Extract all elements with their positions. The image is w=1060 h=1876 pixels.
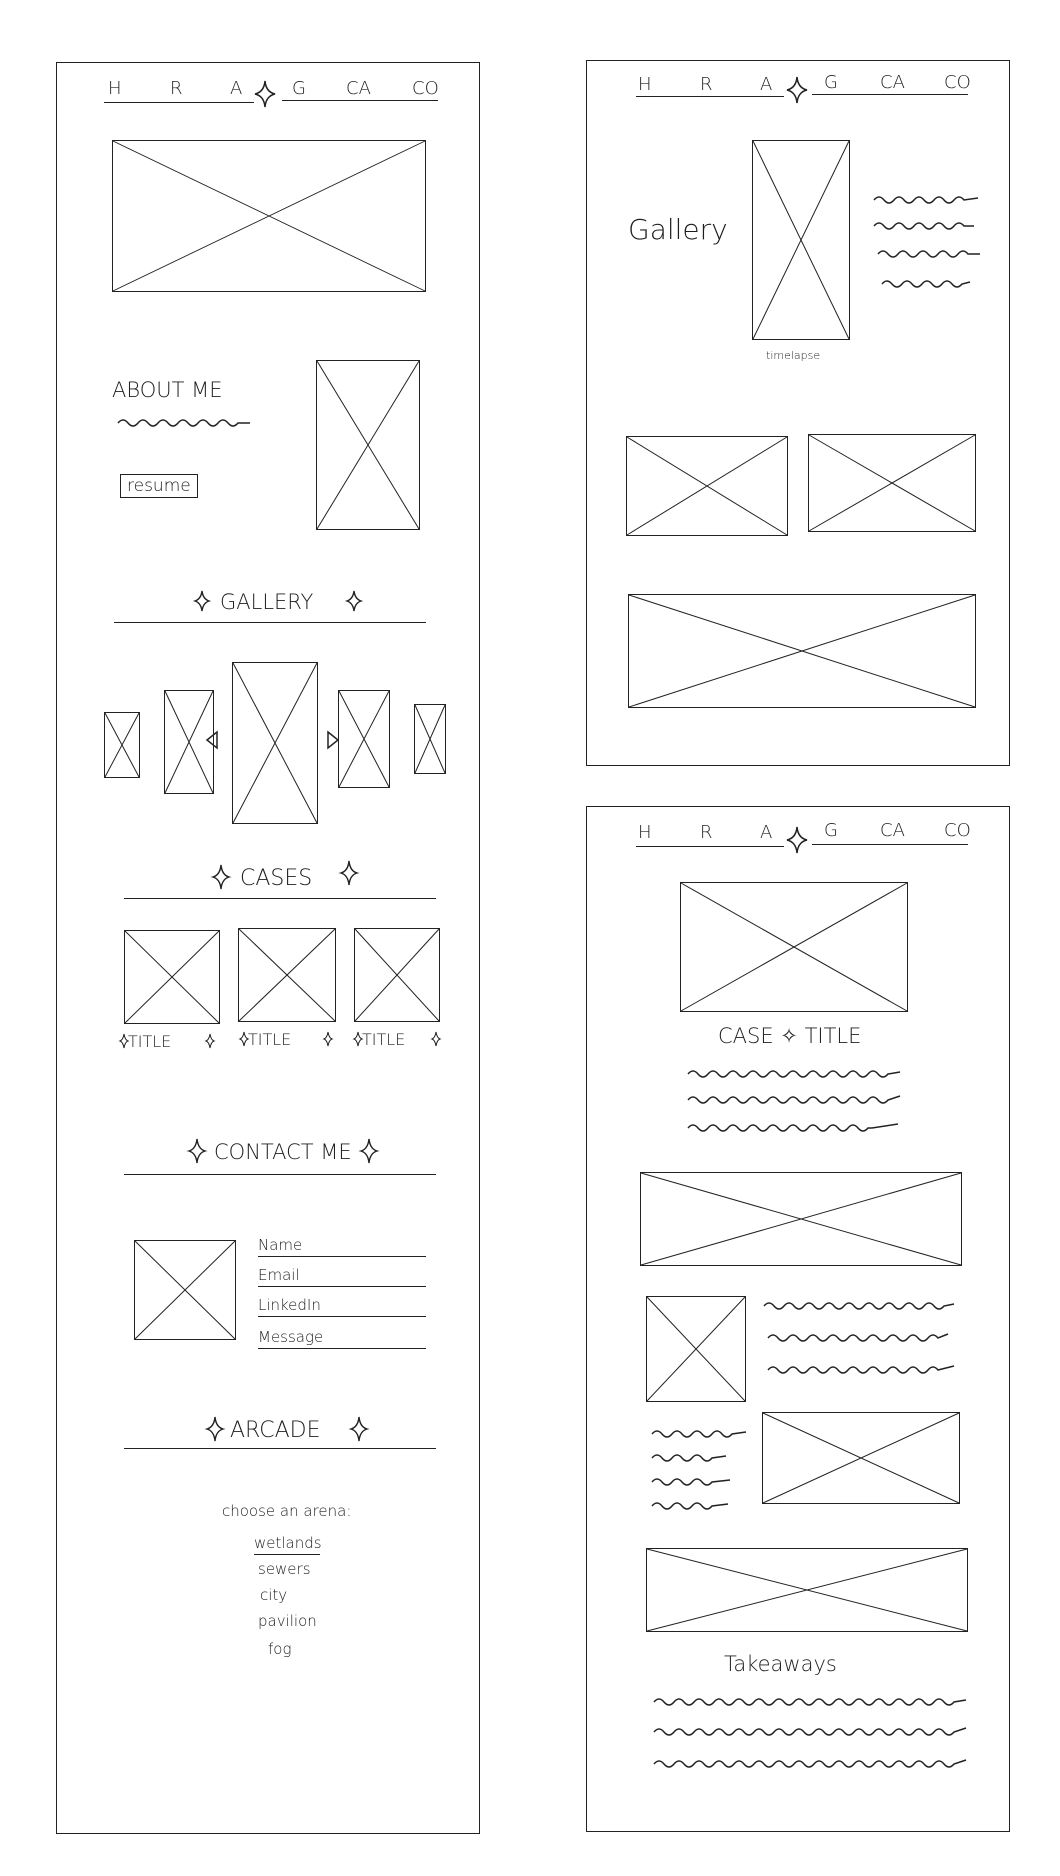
sparkle-icon — [786, 826, 808, 854]
carousel-image-center — [232, 662, 318, 824]
nav-home-link[interactable]: H — [638, 822, 652, 843]
case-intro-squiggles — [688, 1066, 902, 1136]
sparkle-icon — [360, 1138, 378, 1164]
contact-field-label: Name — [258, 1236, 303, 1254]
carousel-image-right — [338, 690, 390, 788]
gallery-description-squiggles — [874, 192, 980, 294]
gallery-heading: GALLERY — [220, 590, 314, 614]
carousel-prev-arrow-icon[interactable] — [205, 730, 219, 750]
sparkle-icon — [254, 80, 276, 108]
nav-contact-link[interactable]: CO — [412, 78, 439, 99]
arena-option-wetlands[interactable]: wetlands — [254, 1534, 322, 1552]
nav-resume-link[interactable]: R — [700, 74, 713, 95]
nav-resume-link[interactable]: R — [700, 822, 713, 843]
gallery-image-caption: timelapse — [766, 349, 821, 362]
contact-heading: CONTACT ME — [214, 1140, 352, 1164]
nav-gallery-link[interactable]: G — [824, 820, 838, 841]
case-page-title: CASE ✧ TITLE — [718, 1024, 862, 1048]
nav-underline-right — [282, 100, 438, 101]
nav-home-link[interactable]: H — [108, 78, 122, 99]
contact-photo-placeholder — [134, 1240, 236, 1340]
contact-heading-rule — [124, 1174, 436, 1175]
case-title[interactable]: TITLE — [362, 1030, 406, 1049]
arcade-heading: ARCADE — [230, 1418, 321, 1443]
sparkle-icon — [340, 860, 358, 886]
nav-cases-link[interactable]: CA — [880, 820, 905, 841]
about-heading: ABOUT ME — [112, 378, 223, 402]
sparkle-icon — [120, 1034, 128, 1048]
nav-about-link[interactable]: A — [760, 74, 773, 95]
arena-option-sewers[interactable]: sewers — [258, 1560, 311, 1578]
cases-heading: CASES — [240, 866, 313, 891]
nav-gallery-link[interactable]: G — [824, 72, 838, 93]
nav-underline-left — [636, 846, 784, 847]
arena-selected-underline — [254, 1554, 320, 1555]
nav-underline-left — [104, 102, 254, 103]
carousel-image-far-right — [414, 704, 446, 774]
sparkle-icon — [432, 1032, 440, 1046]
case-thumbnail[interactable] — [354, 928, 440, 1022]
email-input[interactable] — [258, 1286, 426, 1287]
sparkle-icon — [346, 590, 362, 612]
arena-option-pavilion[interactable]: pavilion — [258, 1612, 317, 1630]
message-input[interactable] — [258, 1348, 426, 1349]
nav-cases-link[interactable]: CA — [346, 78, 371, 99]
sparkle-icon — [240, 1032, 248, 1046]
arena-prompt: choose an arena: — [222, 1502, 352, 1520]
case-title[interactable]: TITLE — [248, 1030, 292, 1049]
nav-about-link[interactable]: A — [760, 822, 773, 843]
carousel-image-far-left — [104, 712, 140, 778]
linkedin-input[interactable] — [258, 1316, 426, 1317]
takeaways-squiggles — [654, 1694, 968, 1774]
case-side-image-placeholder — [762, 1412, 960, 1504]
nav-about-link[interactable]: A — [230, 78, 243, 99]
sparkle-icon — [206, 1034, 214, 1048]
sparkle-icon — [188, 1138, 206, 1164]
gallery-feature-image-placeholder — [752, 140, 850, 340]
sparkle-icon — [350, 1416, 368, 1442]
nav-resume-link[interactable]: R — [170, 78, 183, 99]
case-hero-image-placeholder — [680, 882, 908, 1012]
sparkle-icon — [786, 76, 808, 104]
hero-image-placeholder — [112, 140, 426, 292]
sparkle-icon — [194, 590, 210, 612]
case-wide-image-placeholder — [640, 1172, 962, 1266]
arena-option-fog[interactable]: fog — [268, 1640, 292, 1658]
nav-underline-left — [636, 96, 784, 97]
nav-underline-right — [812, 94, 968, 95]
gallery-image-placeholder — [626, 436, 788, 536]
arcade-heading-rule — [124, 1448, 436, 1449]
takeaways-heading: Takeaways — [724, 1652, 837, 1676]
case-title[interactable]: TITLE — [128, 1032, 172, 1051]
arena-option-city[interactable]: city — [260, 1586, 288, 1604]
cases-heading-rule — [124, 898, 436, 899]
case-closing-image-placeholder — [646, 1548, 968, 1632]
case-square-image-placeholder — [646, 1296, 746, 1402]
contact-field-label: LinkedIn — [258, 1296, 321, 1314]
name-input[interactable] — [258, 1256, 426, 1257]
nav-home-link[interactable]: H — [638, 74, 652, 95]
gallery-image-placeholder — [808, 434, 976, 532]
case-side-text-squiggles — [652, 1426, 748, 1516]
nav-gallery-link[interactable]: G — [292, 78, 306, 99]
about-portrait-placeholder — [316, 360, 420, 530]
nav-contact-link[interactable]: CO — [944, 820, 971, 841]
gallery-wide-image-placeholder — [628, 594, 976, 708]
gallery-heading-rule — [114, 622, 426, 623]
resume-button[interactable]: resume — [120, 474, 198, 498]
contact-field-label: Message — [258, 1328, 324, 1346]
about-text-squiggle — [118, 416, 250, 430]
nav-underline-right — [812, 844, 968, 845]
nav-cases-link[interactable]: CA — [880, 72, 905, 93]
case-thumbnail[interactable] — [238, 928, 336, 1022]
contact-field-label: Email — [258, 1266, 300, 1284]
sparkle-icon — [206, 1416, 224, 1442]
gallery-page-title: Gallery — [628, 213, 728, 246]
case-thumbnail[interactable] — [124, 930, 220, 1024]
sparkle-icon — [354, 1032, 362, 1046]
case-body-squiggles — [764, 1298, 956, 1378]
sparkle-icon — [324, 1032, 332, 1046]
nav-contact-link[interactable]: CO — [944, 72, 971, 93]
sparkle-icon — [212, 864, 230, 890]
